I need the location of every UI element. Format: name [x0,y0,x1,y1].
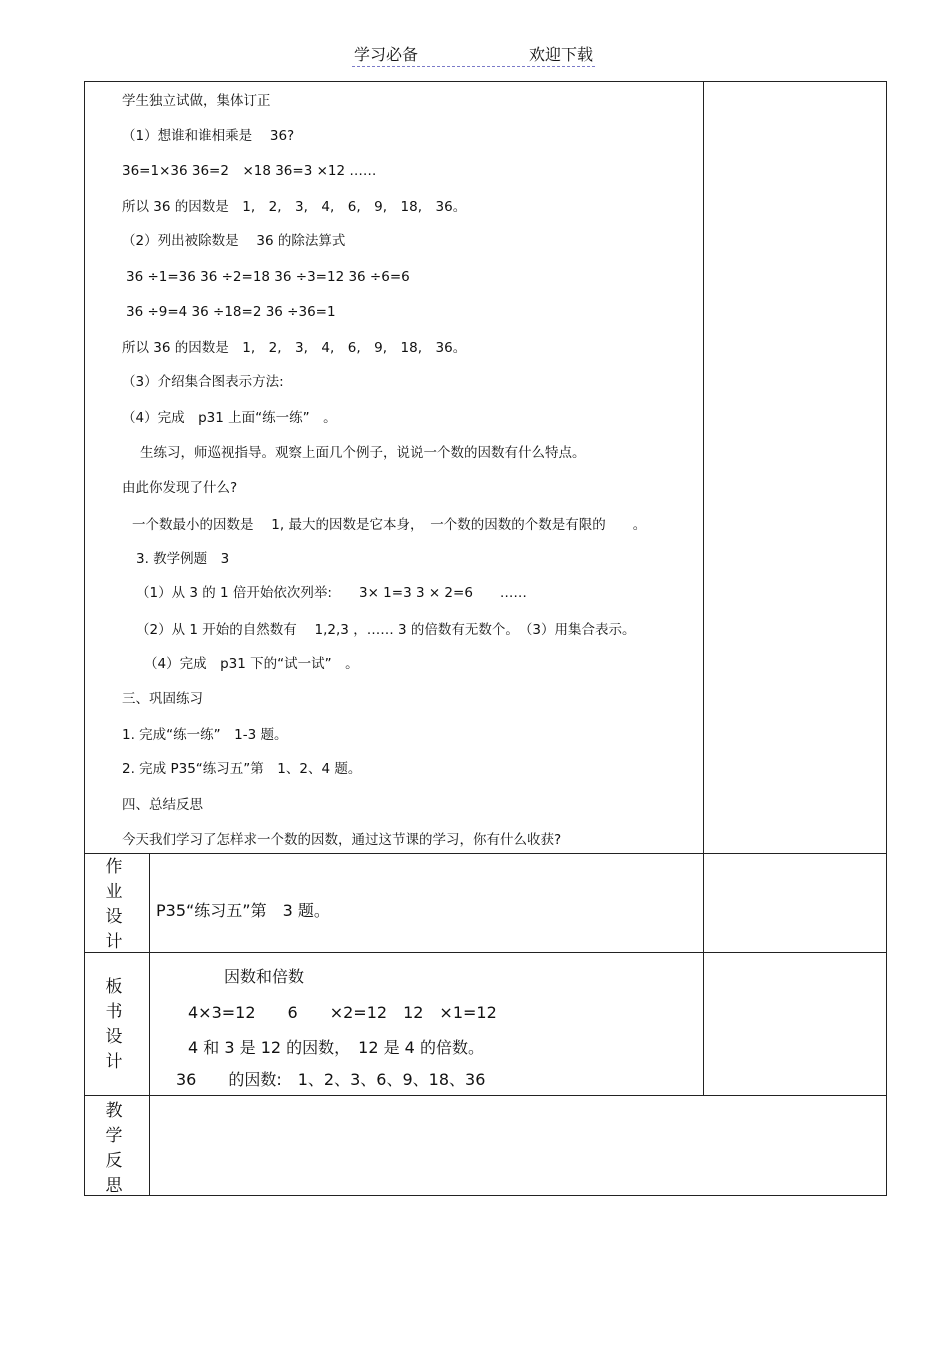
process-line: 四、总结反思 [122,797,203,813]
reflection-label [99,1099,129,1199]
board-label [99,975,129,1075]
process-line: 36 ÷1=36 36 ÷2=18 36 ÷3=12 36 ÷6=6 [126,269,410,285]
process-line: 2. 完成 P35“练习五”第 1、2、4 题。 [122,761,362,777]
table-column-divider [703,81,704,1096]
process-line: 3. 教学例题 3 [136,551,230,567]
reflection-label-char: 学 [105,1126,123,1146]
homework-label-char: 业 [105,882,123,902]
process-line: 所以 36 的因数是 1, 2, 3, 4, 6, 9, 18, 36。 [122,199,467,215]
homework-label [99,855,129,955]
header-right-text: 欢迎下载 [528,45,593,64]
board-label-char: 计 [105,1052,123,1072]
table-border-left [84,81,85,1196]
board-line: 36 的因数: 1、2、3、6、9、18、36 [176,1070,486,1089]
homework-label-char: 计 [105,932,123,952]
table-label-divider [149,853,150,1196]
table-divider-reflection [84,1095,887,1096]
process-line: 1. 完成“练一练” 1-3 题。 [122,727,288,743]
process-line: 今天我们学习了怎样求一个数的因数，通过这节课的学习，你有什么收获? [122,832,562,848]
header-left-text: 学习必备 [354,45,419,64]
process-line: 36=1×36 36=2 ×18 36=3 ×12 …… [122,163,377,179]
process-line: （1）想谁和谁相乘是 36? [122,128,295,144]
process-line: （2）列出被除数是 36 的除法算式 [122,233,346,249]
process-line: （1）从 3 的 1 倍开始依次列举: 3× 1=3 3 × 2=6 …… [136,585,527,601]
board-title: 因数和倍数 [224,967,305,986]
process-line: 由此你发现了什么? [122,480,238,496]
process-line: 一个数最小的因数是 1, 最大的因数是它本身， 一个数的因数的个数是有限的 。 [132,517,647,533]
process-line: （3）介绍集合图表示方法: [122,374,284,390]
table-border-top [84,81,887,82]
board-label-char: 书 [105,1002,123,1022]
process-line: 学生独立试做，集体订正 [122,93,271,109]
board-label-char: 设 [105,1027,123,1047]
reflection-label-char: 思 [105,1176,123,1196]
table-divider-homework [84,853,887,854]
table-border-right [886,81,887,1196]
homework-content: P35“练习五”第 3 题。 [156,901,330,920]
reflection-label-char: 反 [105,1151,123,1171]
board-line: 4 和 3 是 12 的因数， 12 是 4 的倍数。 [188,1038,484,1057]
board-label-char: 板 [105,977,123,997]
process-line: （2）从 1 开始的自然数有 1,2,3 ，…… 3 的倍数有无数个。 （3）用集合表示。 [136,622,636,638]
table-divider-board [84,952,887,953]
table-border-bottom [84,1195,887,1196]
reflection-label-char: 教 [105,1101,123,1121]
process-line: 所以 36 的因数是 1, 2, 3, 4, 6, 9, 18, 36。 [122,340,467,356]
process-line: 36 ÷9=4 36 ÷18=2 36 ÷36=1 [126,304,336,320]
homework-label-char: 作 [105,857,123,877]
process-line: 三、巩固练习 [122,691,203,707]
page-header [352,40,595,67]
process-line: （4）完成 p31 上面“练一练” 。 [122,410,337,426]
process-line: 生练习，师巡视指导。观察上面几个例子，说说一个数的因数有什么特点。 [140,445,586,461]
process-line: （4）完成 p31 下的“试一试” 。 [144,656,359,672]
board-line: 4×3=12 6 ×2=12 12 ×1=12 [188,1003,497,1022]
homework-label-char: 设 [105,907,123,927]
